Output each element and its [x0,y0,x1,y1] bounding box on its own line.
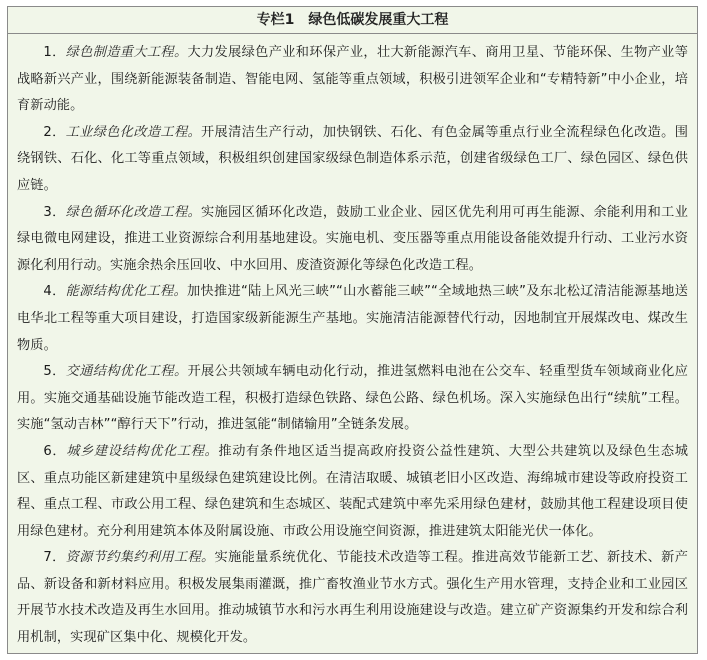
item-number: 1． [43,45,66,60]
item-text: 开展清洁生产行动，加快钢铁、石化、有色金属等重点行业全流程绿色化改造。围绕钢铁、石化、化工等重点领域，积极组织创建国家级绿色制造体系示范，创建省级绿色工厂、绿色园区、绿色供应链。 [17,124,688,193]
item-number: 5． [43,364,66,380]
item-number: 4． [43,284,66,300]
item-heading: 绿色制造重大工程。 [65,45,188,60]
project-item [17,40,688,120]
item-heading: 绿色循环化改造工程。 [65,204,202,220]
item-text: 实施能量系统优化、节能技术改造等工程。推进高效节能新工艺、新技术、新产品、新设备和新材料应用。积极发展集雨灌溉，推广畜牧渔业节水方式。强化生产用水管理，支持企业和工业园区开展节水技术改造及再生水回用。推动城镇节水和污水再生利用设施建设与改造。建立矿产资源集约开发和综合利用机制，实现矿区集中化、规模化开发。 [17,550,688,646]
item-heading: 城乡建设结构优化工程。 [66,443,219,459]
item-text: 大力发展绿色产业和环保产业，壮大新能源汽车、商用卫星、节能环保、生物产业等战略新兴产业，围绕新能源装备制造、智能电网、氢能等重点领域，积极引进领军企业和“专精特新”中小企业，培育新动能。 [17,45,688,114]
item-heading: 交通结构优化工程。 [65,364,188,380]
project-item [17,359,688,439]
project-item [17,545,688,651]
project-item [17,279,688,359]
item-text: 实施园区循环化改造，鼓励工业企业、园区优先利用可再生能源、余能利用和工业绿电微电网建设，推进工业资源综合利用基地建设。实施电机、变压器等重点用能设备能效提升行动、工业污水资源化利用行动。实施余热余压回收、中水回用、废渣资源化等绿色化改造工程。 [17,204,688,273]
item-text: 开展公共领域车辆电动化行动，推进氢燃料电池在公交车、轻重型货车领域商业化应用。实施交通基础设施节能改造工程，积极打造绿色铁路、绿色公路、绿色机场。深入实施绿色出行“续航”工程。实施“氢动吉林”“醇行天下”行动，推进氢能“制储输用”全链条发展。 [17,364,688,433]
item-number: 7． [43,550,66,566]
project-item [17,439,688,545]
item-text: 加快推进“陆上风光三峡”“山水蓄能三峡”“全域地热三峡”及东北松辽清洁能源基地送电华北工程等重大项目建设，打造国家级新能源生产基地。实施清洁能源替代行动，因地制宜开展煤改电、煤改生物质。 [17,284,688,353]
item-number: 3． [43,204,66,220]
item-heading: 资源节约集约利用工程。 [65,550,215,566]
item-number: 6． [43,443,67,459]
item-text: 推动有条件地区适当提高政府投资公益性建筑、大型公共建筑以及绿色生态城区、重点功能区新建建筑中星级绿色建筑建设比例。在清洁取暖、城镇老旧小区改造、海绵城市建设等政府投资工程、重点工程、市政公用工程、绿色建筑和生态城区、装配式建筑中率先采用绿色建材，鼓励其他工程建设项目使用绿色建材。充分利用建筑本体及附属设施、市政公用设施空间资源，推进建筑太阳能光伏一体化。 [17,443,688,539]
project-item [17,200,688,280]
box-title: 专栏1 绿色低碳发展重大工程 [8,7,697,34]
box-body [8,34,697,652]
item-heading: 工业绿色化改造工程。 [65,124,202,140]
column-box [7,6,698,654]
item-heading: 能源结构优化工程。 [65,284,188,300]
item-number: 2． [43,124,66,140]
project-item [17,120,688,200]
